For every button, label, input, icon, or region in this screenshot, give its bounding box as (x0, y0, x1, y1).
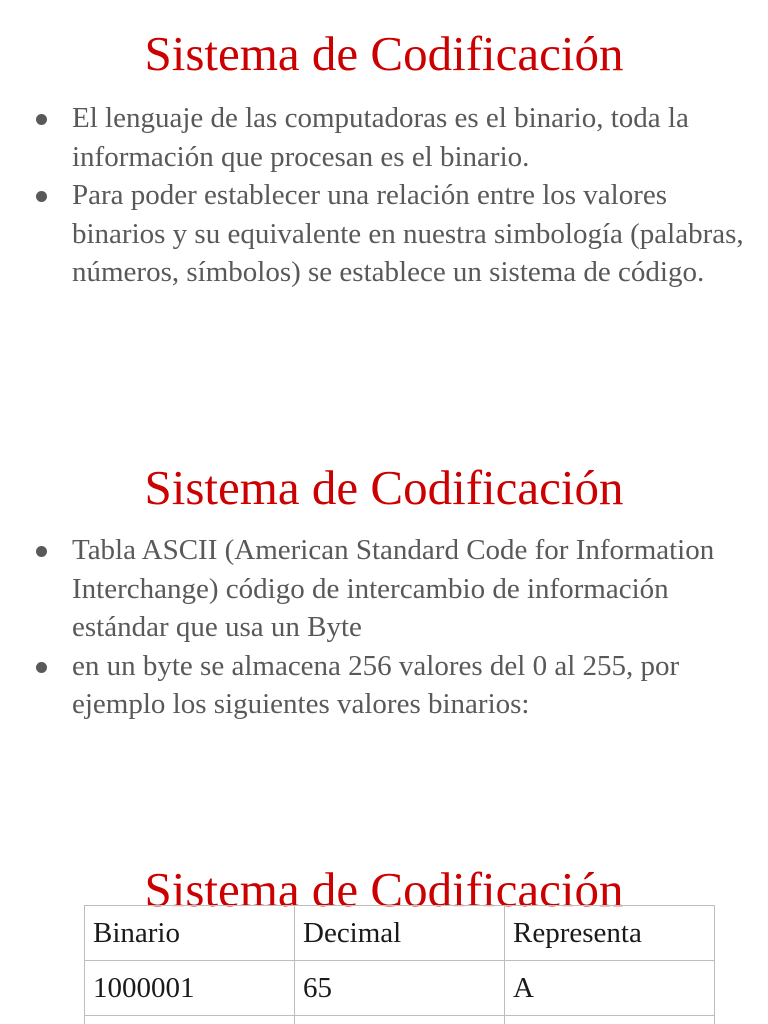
table-header-cell: Decimal (295, 906, 505, 961)
table-cell: A (505, 961, 715, 1016)
list-item (32, 647, 752, 724)
list-item (32, 99, 752, 176)
slide-3-title: Sistema de Codificación (144, 862, 624, 917)
table-header-row (85, 906, 715, 961)
bullet-icon (36, 114, 47, 125)
table-row (85, 1016, 715, 1024)
list-item (32, 531, 752, 647)
bullet-text: en un byte se almacena 256 valores del 0 al 255, por ejemplo los siguientes valores binarios: (72, 649, 680, 720)
bullet-text: El lenguaje de las computadoras es el binario, toda la información que procesan es el binario. (72, 102, 689, 173)
table-header-cell: Representa (505, 906, 715, 961)
bullet-icon (36, 191, 47, 202)
table-header-cell: Binario (85, 906, 295, 961)
bullet-text: Para poder establecer una relación entre los valores binarios y su equivalente en nuestra simbología (palabras, números, símbolos) se establece un sistema de código. (72, 179, 744, 288)
slide-2-title: Sistema de Codificación (144, 460, 624, 515)
table-cell (505, 1016, 715, 1024)
table-cell (295, 1016, 505, 1024)
bullet-icon (36, 662, 47, 673)
table-cell (85, 1016, 295, 1024)
table-cell: 65 (295, 961, 505, 1016)
slide-1-title: Sistema de Codificación (144, 26, 624, 81)
table-cell: 1000001 (85, 961, 295, 1016)
bullet-text: Tabla ASCII (American Standard Code for Information Interchange) código de intercambio de información estándar que usa un Byte (72, 534, 715, 643)
table-row (85, 961, 715, 1016)
bullet-icon (36, 546, 47, 557)
slide-1-bullet-list (32, 99, 752, 292)
ascii-table (84, 905, 715, 1024)
list-item (32, 176, 752, 292)
slide-2-bullet-list (32, 531, 752, 724)
